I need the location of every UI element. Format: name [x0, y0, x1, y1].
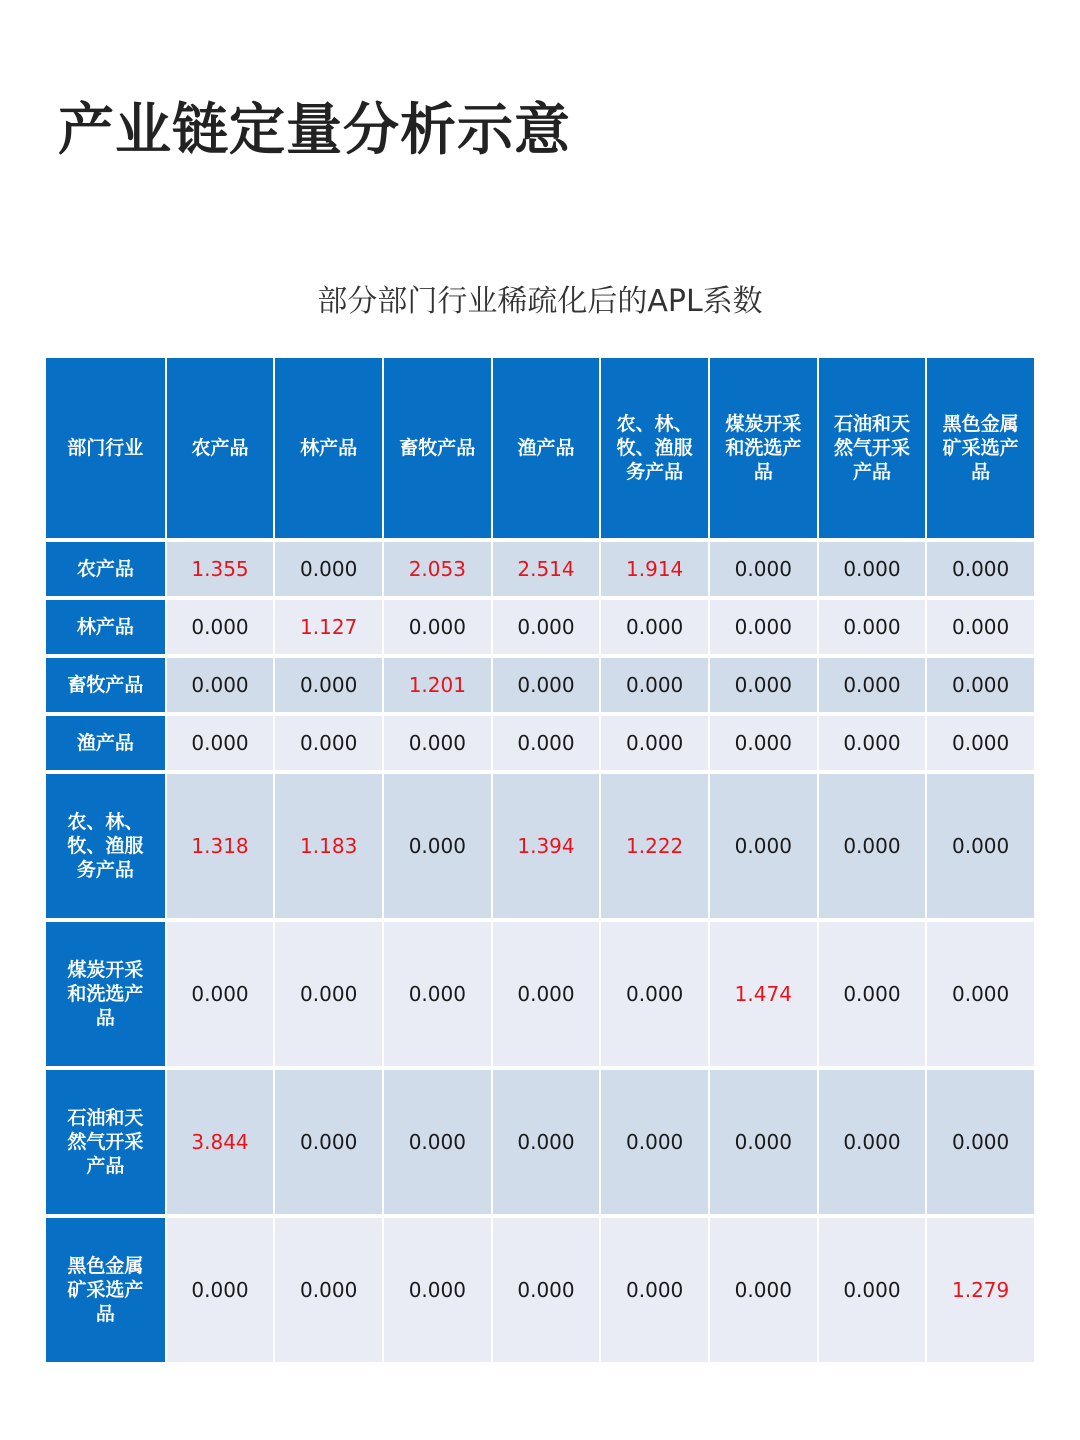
value-cell: 0.000: [819, 1070, 926, 1214]
value-cell: 0.000: [384, 1218, 491, 1362]
value-cell: 0.000: [710, 1218, 817, 1362]
column-header: 渔产品: [493, 358, 600, 538]
value-cell: 0.000: [601, 922, 708, 1066]
value-cell: 0.000: [819, 716, 926, 770]
highlighted-value-cell: 1.279: [927, 1218, 1034, 1362]
value-cell: 0.000: [819, 774, 926, 918]
value-cell: 0.000: [819, 658, 926, 712]
value-cell: 0.000: [167, 658, 274, 712]
highlighted-value-cell: 1.355: [167, 542, 274, 596]
value-cell: 0.000: [927, 658, 1034, 712]
value-cell: 0.000: [275, 658, 382, 712]
value-cell: 0.000: [710, 1070, 817, 1214]
value-cell: 0.000: [493, 1218, 600, 1362]
highlighted-value-cell: 1.474: [710, 922, 817, 1066]
row-header: 渔产品: [46, 716, 165, 770]
value-cell: 0.000: [493, 922, 600, 1066]
column-header: 林产品: [275, 358, 382, 538]
value-cell: 0.000: [710, 774, 817, 918]
value-cell: 0.000: [384, 1070, 491, 1214]
value-cell: 0.000: [493, 658, 600, 712]
value-cell: 0.000: [384, 600, 491, 654]
value-cell: 0.000: [167, 716, 274, 770]
value-cell: 0.000: [493, 1070, 600, 1214]
value-cell: 0.000: [493, 716, 600, 770]
corner-header: 部门行业: [46, 358, 165, 538]
highlighted-value-cell: 1.201: [384, 658, 491, 712]
value-cell: 0.000: [927, 600, 1034, 654]
apl-coefficient-table: [46, 358, 1034, 1362]
value-cell: 0.000: [710, 542, 817, 596]
column-header: 石油和天然气开采产品: [819, 358, 926, 538]
value-cell: 0.000: [167, 600, 274, 654]
row-header: 煤炭开采和洗选产品: [46, 922, 165, 1066]
row-header: 黑色金属矿采选产品: [46, 1218, 165, 1362]
value-cell: 0.000: [927, 542, 1034, 596]
column-header: 农产品: [167, 358, 274, 538]
row-header: 畜牧产品: [46, 658, 165, 712]
value-cell: 0.000: [601, 600, 708, 654]
highlighted-value-cell: 1.222: [601, 774, 708, 918]
value-cell: 0.000: [710, 658, 817, 712]
value-cell: 0.000: [275, 716, 382, 770]
value-cell: 0.000: [601, 658, 708, 712]
value-cell: 0.000: [927, 774, 1034, 918]
row-header: 农、林、牧、渔服务产品: [46, 774, 165, 918]
table-row: [46, 922, 1034, 1066]
table-row: [46, 774, 1034, 918]
value-cell: 0.000: [819, 542, 926, 596]
column-header: 黑色金属矿采选产品: [927, 358, 1034, 538]
value-cell: 0.000: [384, 774, 491, 918]
highlighted-value-cell: 1.394: [493, 774, 600, 918]
value-cell: 0.000: [275, 1070, 382, 1214]
row-header: 石油和天然气开采产品: [46, 1070, 165, 1214]
table-row: [46, 658, 1034, 712]
value-cell: 0.000: [819, 600, 926, 654]
column-header: 煤炭开采和洗选产品: [710, 358, 817, 538]
row-header: 农产品: [46, 542, 165, 596]
highlighted-value-cell: 2.514: [493, 542, 600, 596]
value-cell: 0.000: [601, 1218, 708, 1362]
value-cell: 0.000: [710, 600, 817, 654]
column-header: 农、林、牧、渔服务产品: [601, 358, 708, 538]
table-row: [46, 1218, 1034, 1362]
value-cell: 0.000: [819, 1218, 926, 1362]
value-cell: 0.000: [384, 922, 491, 1066]
table-row: [46, 716, 1034, 770]
highlighted-value-cell: 1.127: [275, 600, 382, 654]
table-row: [46, 542, 1034, 596]
value-cell: 0.000: [819, 922, 926, 1066]
highlighted-value-cell: 1.914: [601, 542, 708, 596]
value-cell: 0.000: [601, 716, 708, 770]
value-cell: 0.000: [927, 922, 1034, 1066]
value-cell: 0.000: [167, 1218, 274, 1362]
value-cell: 0.000: [275, 1218, 382, 1362]
value-cell: 0.000: [710, 716, 817, 770]
table-header-row: [46, 358, 1034, 538]
highlighted-value-cell: 2.053: [384, 542, 491, 596]
table-title: 部分部门行业稀疏化后的APL系数: [317, 284, 763, 319]
value-cell: 0.000: [601, 1070, 708, 1214]
table-row: [46, 1070, 1034, 1214]
page-title: 产业链定量分析示意: [58, 98, 571, 163]
column-header: 畜牧产品: [384, 358, 491, 538]
highlighted-value-cell: 1.318: [167, 774, 274, 918]
value-cell: 0.000: [927, 716, 1034, 770]
value-cell: 0.000: [927, 1070, 1034, 1214]
highlighted-value-cell: 1.183: [275, 774, 382, 918]
highlighted-value-cell: 3.844: [167, 1070, 274, 1214]
value-cell: 0.000: [493, 600, 600, 654]
row-header: 林产品: [46, 600, 165, 654]
table-row: [46, 600, 1034, 654]
value-cell: 0.000: [275, 922, 382, 1066]
value-cell: 0.000: [167, 922, 274, 1066]
value-cell: 0.000: [384, 716, 491, 770]
value-cell: 0.000: [275, 542, 382, 596]
